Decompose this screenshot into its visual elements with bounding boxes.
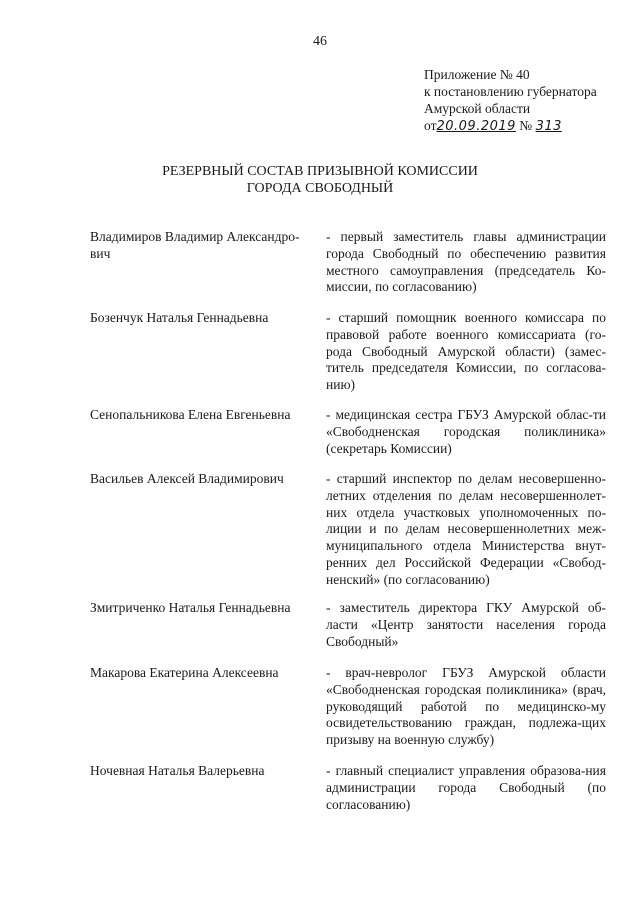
date-prefix: от (424, 118, 437, 133)
member-name: Макарова Екатерина Алексеевна (90, 665, 279, 680)
member-name: Ночевная Наталья Валерьевна (90, 763, 265, 778)
member-name: Васильев Алексей Владимирович (90, 471, 284, 486)
appendix-date-line (424, 117, 597, 135)
member-name: Сенопальникова Елена Евгеньевна (90, 407, 291, 422)
member-role: - заместитель директора ГКУ Амурской об-ласти «Центр занятости населения города Свободный» (326, 600, 606, 649)
document-title (0, 163, 640, 197)
number-prefix: № (519, 118, 533, 133)
member-name: Владимиров Владимир Александро-вич (90, 229, 300, 261)
member-role: - старший помощник военного комиссара по правовой работе военного комиссариата (го-рода Свободный Амурской области) (замес-титель председателя Комиссии, по согласова-нию) (326, 310, 606, 393)
member-role: - старший инспектор по делам несовершенно-летних отделения по делам несовершеннолет-них отдела участковых уполномоченных по-лиции и по делам несовершеннолетних меж-муниципального отдела Министерства внут-ренних дел Российской Федерации «Свобод-ненский» (по согласованию) (326, 471, 606, 587)
appendix-line-1: Приложение № 40 (424, 67, 530, 82)
member-role: - первый заместитель главы администрации города Свободный по обеспечению развития местного самоуправления (председатель Ко-миссии, по согласованию) (326, 229, 606, 295)
member-name: Бозенчук Наталья Геннадьевна (90, 310, 269, 325)
member-role: - врач-невролог ГБУЗ Амурской области «Свободненская городская поликлиника» (врач, руководящий работой по медицинско-му освидетельствованию граждан, подлежа-щих призыву на военную службу) (326, 665, 606, 748)
handwritten-number: 313 (535, 119, 562, 134)
member-role: - медицинская сестра ГБУЗ Амурской облас-ти «Свободненская городская поликлиника» (секретарь Комиссии) (326, 407, 606, 456)
appendix-line-2: к постановлению губернатора (424, 84, 597, 99)
handwritten-date: 20.09.2019 (436, 119, 516, 134)
title-line-2: ГОРОДА СВОБОДНЫЙ (246, 181, 394, 196)
appendix-line-3: Амурской области (424, 101, 531, 116)
member-name: Змитриченко Наталья Геннадьевна (90, 600, 291, 615)
page-number: 46 (313, 34, 327, 49)
member-role: - главный специалист управления образова-ния администрации города Свободный (по согласованию) (326, 763, 606, 812)
title-line-1: РЕЗЕРВНЫЙ СОСТАВ ПРИЗЫВНОЙ КОМИССИИ (162, 164, 478, 179)
appendix-header (424, 66, 597, 135)
